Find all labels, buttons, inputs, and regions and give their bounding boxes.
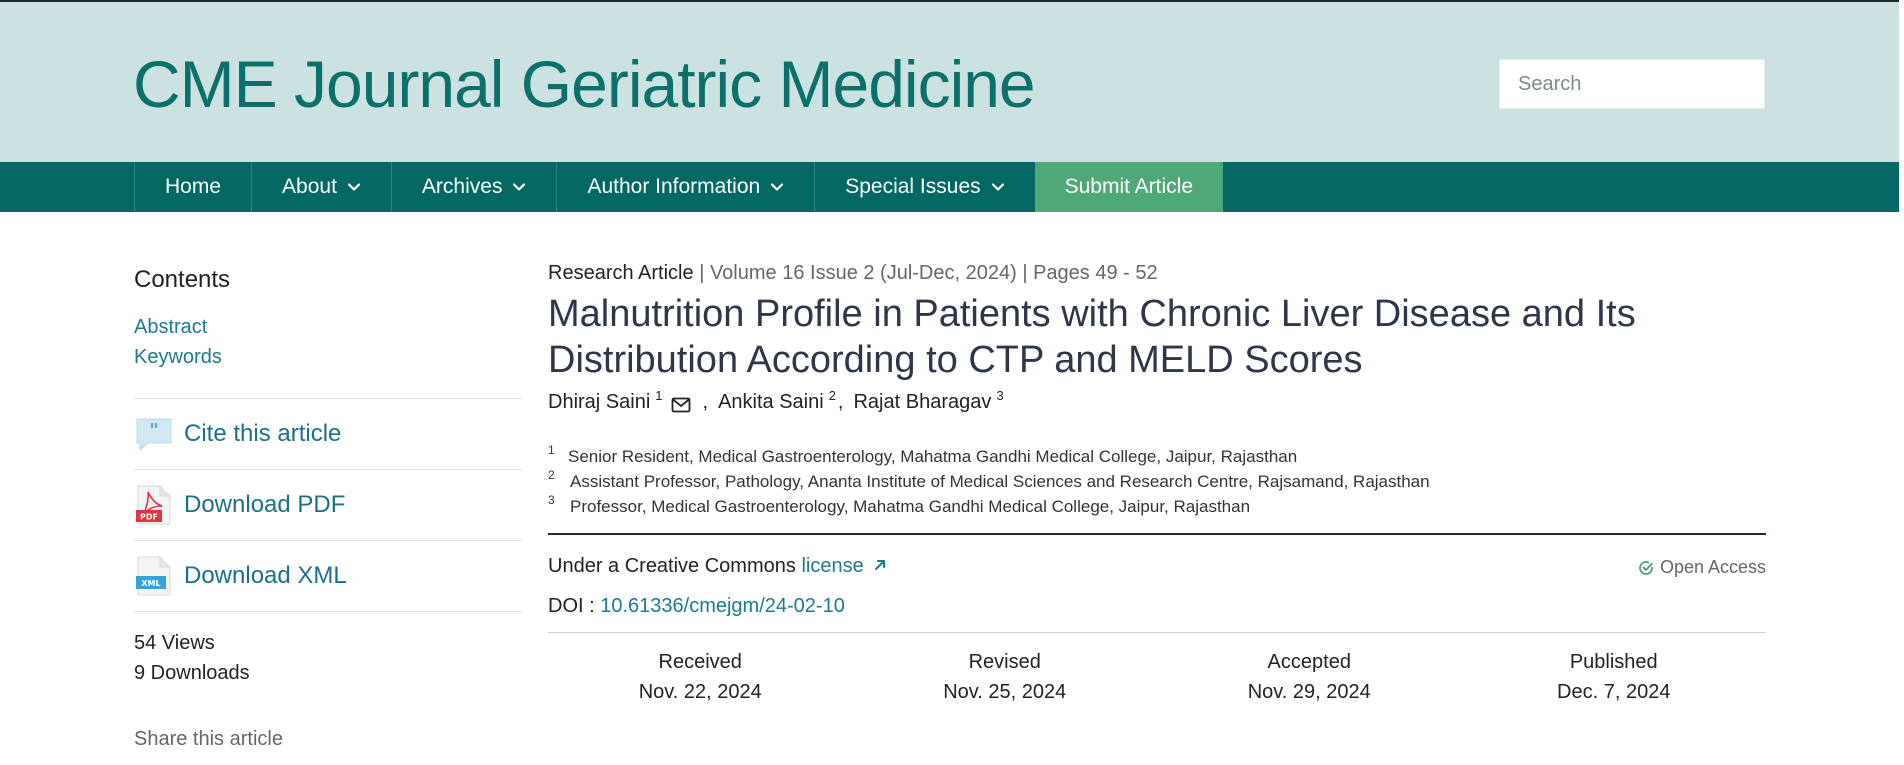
author-separator: , [702, 391, 709, 413]
nav-label: Author Information [587, 175, 761, 198]
article-main [548, 262, 1766, 707]
external-link-icon [873, 558, 887, 572]
article-volume-pages: | Volume 16 Issue 2 (Jul-Dec, 2024) | Pages 49 - 52 [699, 262, 1158, 284]
date-value: Nov. 25, 2024 [943, 681, 1067, 703]
article-stats [134, 628, 522, 688]
author-item [548, 388, 691, 414]
article-title: Malnutrition Profile in Patients with Chronic Liver Disease and Its Distribution According to CTP and MELD Scores [548, 293, 1636, 381]
affiliation-number: 2 [548, 468, 555, 482]
affiliation-number: 3 [548, 493, 555, 507]
downloads-count: 9 Downloads [134, 662, 250, 684]
author-affiliation-number: 1 [655, 388, 663, 403]
affiliation-item [548, 494, 1766, 519]
nav-label: About [282, 175, 337, 198]
date-value: Dec. 7, 2024 [1557, 681, 1671, 703]
date-label: Published [1569, 651, 1658, 673]
cite-article-button[interactable] [134, 399, 522, 469]
license-link[interactable] [801, 555, 887, 577]
doi-link[interactable]: 10.61336/cmejgm/24-02-10 [600, 595, 845, 617]
nav-label: Special Issues [845, 175, 981, 198]
date-received [548, 647, 853, 707]
affiliations [548, 444, 1766, 519]
license-prefix: Under a Creative Commons [548, 555, 796, 577]
author-list [548, 388, 1766, 414]
toc-keywords-link[interactable]: Keywords [134, 346, 222, 368]
author-affiliation-number: 3 [996, 388, 1004, 403]
main-navbar [0, 162, 1904, 212]
download-xml-button[interactable] [134, 541, 522, 611]
affiliation-text: Assistant Professor, Pathology, Ananta Institute of Medical Sciences and Research Centre, Rajsamand, Rajasthan [570, 472, 1430, 491]
chevron-down-icon [991, 180, 1005, 194]
check-circle-icon [1638, 560, 1654, 576]
divider [548, 632, 1766, 633]
svg-text:": " [149, 420, 159, 441]
author-name[interactable]: Rajat Bharagav [853, 391, 992, 413]
author-item [853, 388, 1004, 414]
doi-label: DOI : [548, 595, 595, 617]
nav-menu [134, 162, 1223, 212]
affiliation-text: Professor, Medical Gastroenterology, Mahatma Gandhi Medical College, Jaipur, Rajasthan [570, 497, 1251, 516]
date-label: Accepted [1267, 651, 1351, 673]
table-of-contents [134, 312, 522, 372]
contents-heading: Contents [134, 266, 231, 293]
nav-label: Archives [421, 175, 503, 198]
license-row [548, 555, 1766, 581]
email-icon[interactable] [671, 396, 691, 414]
download-pdf-label: Download PDF [184, 491, 346, 518]
date-revised [853, 647, 1158, 707]
site-header [0, 2, 1904, 162]
divider [134, 611, 522, 612]
author-affiliation-number: 2 [828, 388, 836, 403]
nav-item-special-issues[interactable] [814, 162, 1034, 212]
author-name[interactable]: Ankita Saini [718, 391, 824, 413]
open-access-label: Open Access [1659, 557, 1766, 577]
date-value: Nov. 22, 2024 [638, 681, 762, 703]
author-name[interactable]: Dhiraj Saini [548, 391, 651, 413]
site-title[interactable]: CME Journal Geriatric Medicine [133, 47, 1035, 121]
doi-row [548, 595, 1766, 618]
date-label: Received [658, 651, 742, 673]
author-item [718, 388, 836, 414]
affiliation-item [548, 469, 1766, 494]
affiliation-text: Senior Resident, Medical Gastroenterology, Mahatma Gandhi Medical College, Jaipur, Rajasthan [568, 447, 1298, 466]
divider [548, 533, 1766, 535]
quote-icon [134, 414, 174, 454]
share-heading: Share this article [134, 728, 283, 750]
article-type: Research Article [548, 262, 694, 284]
nav-item-home[interactable] [134, 162, 251, 212]
pdf-file-icon [134, 484, 174, 526]
chevron-down-icon [770, 180, 784, 194]
views-count: 54 Views [134, 632, 215, 654]
nav-label: Home [165, 175, 222, 198]
date-label: Revised [968, 651, 1041, 673]
search-input[interactable] [1499, 59, 1765, 109]
submit-article-button[interactable] [1035, 162, 1223, 212]
date-published [1462, 647, 1767, 707]
author-separator: , [837, 391, 844, 413]
open-access-badge [1638, 557, 1766, 578]
nav-item-about[interactable] [251, 162, 391, 212]
svg-text:PDF: PDF [140, 512, 158, 522]
date-accepted [1157, 647, 1462, 707]
cite-label: Cite this article [184, 420, 342, 447]
article-dates [548, 647, 1766, 707]
nav-label: Submit Article [1064, 175, 1194, 198]
chevron-down-icon [347, 180, 361, 194]
xml-file-icon [134, 555, 174, 597]
toc-abstract-link[interactable]: Abstract [134, 316, 208, 338]
date-value: Nov. 29, 2024 [1247, 681, 1371, 703]
page-edge [1899, 0, 1904, 765]
article-meta [548, 262, 1766, 285]
affiliation-number: 1 [548, 443, 555, 457]
nav-item-archives[interactable] [391, 162, 557, 212]
license-link-label: license [801, 555, 864, 577]
svg-text:XML: XML [141, 579, 161, 588]
chevron-down-icon [512, 180, 526, 194]
sidebar [134, 262, 522, 751]
nav-item-author-information[interactable] [556, 162, 814, 212]
download-pdf-button[interactable] [134, 470, 522, 540]
download-xml-label: Download XML [184, 562, 347, 589]
affiliation-item [548, 444, 1766, 469]
